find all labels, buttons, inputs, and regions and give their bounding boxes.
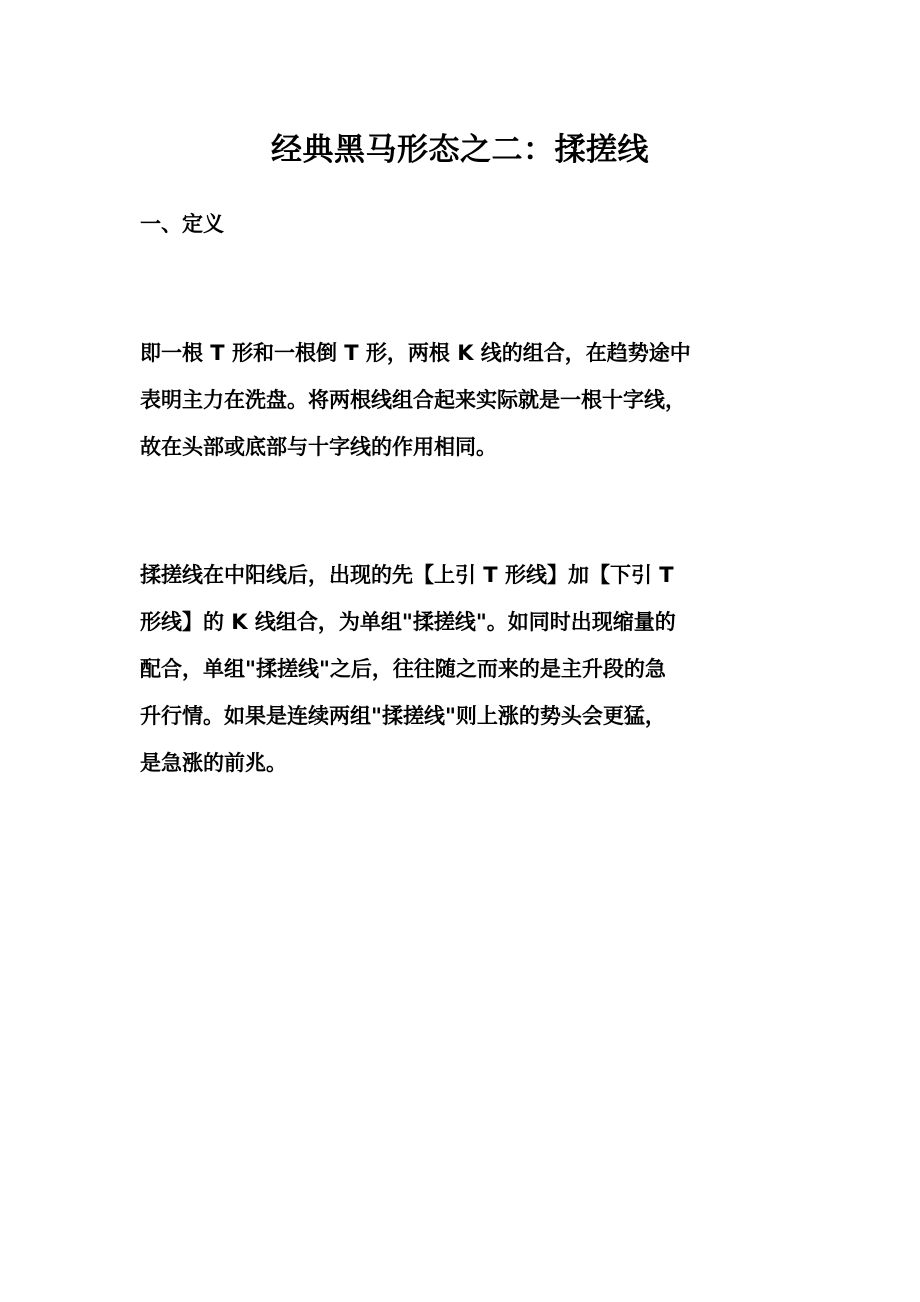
document-title: 经典黑马形态之二：揉搓线 — [271, 132, 649, 168]
definition-paragraph — [140, 330, 790, 471]
paragraph-line: 揉搓线在中阳线后，出现的先【上引 T 形线】加【下引 T — [140, 563, 674, 587]
paragraph-line: 形线】的 K 线组合，为单组"揉搓线"。如同时出现缩量的 — [140, 610, 676, 634]
section-heading-definition: 一、定义 — [140, 212, 224, 236]
paragraph-line: 是急涨的前兆。 — [140, 751, 287, 775]
paragraph-line: 即一根 T 形和一根倒 T 形，两根 K 线的组合，在趋势途中 — [140, 341, 691, 365]
paragraph-line: 故在头部或底部与十字线的作用相同。 — [140, 435, 497, 459]
paragraph-line: 升行情。如果是连续两组"揉搓线"则上涨的势头会更猛， — [140, 704, 666, 728]
explanation-paragraph — [140, 552, 790, 787]
paragraph-line: 配合，单组"揉搓线"之后，往往随之而来的是主升段的急 — [140, 657, 666, 681]
paragraph-line: 表明主力在洗盘。将两根线组合起来实际就是一根十字线， — [140, 388, 686, 412]
